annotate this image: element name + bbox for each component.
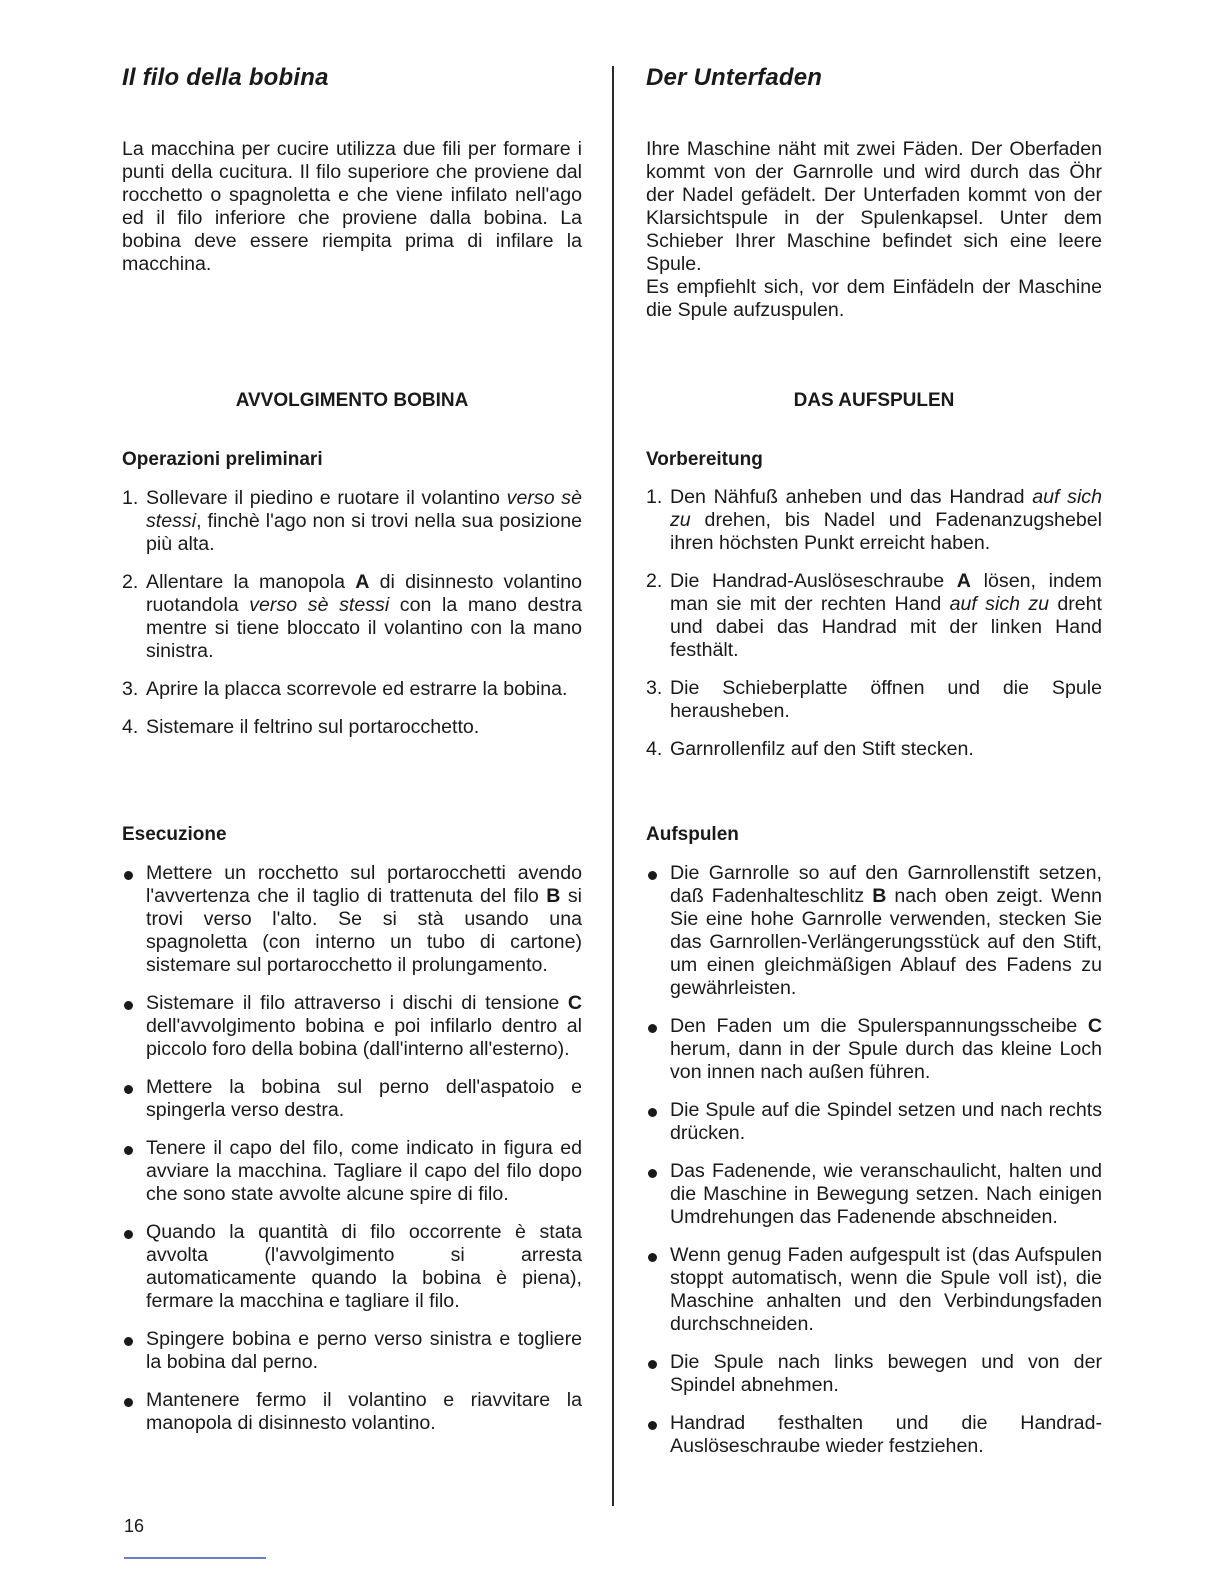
item-text: si trovi verso l'alto. Se si stà usando una spagnoletta (con interno un tubo di cartone) sistemare sul portarocchetto il prolungamento. xyxy=(146,885,583,976)
item-text: Quando la quantità di filo occorrente è stata avvolta (l'avvolgimento si arresta automaticamente quando la bobina è piena), fermare la macchina e tagliare il filo. xyxy=(146,1221,582,1312)
bullet-dot-icon xyxy=(124,1230,133,1239)
item-text: Wenn genug Faden aufgespult ist (das Aufspulen stoppt automatisch, wenn die Spule voll ist), die Maschine anhalten und den Verbindungsfaden durchschneiden. xyxy=(670,1244,1102,1335)
german-steps-list xyxy=(646,486,1102,776)
bullet-item xyxy=(646,1099,1102,1145)
german-column xyxy=(646,0,1102,1584)
step-item xyxy=(122,678,582,701)
step-item xyxy=(646,486,1102,555)
step-number: 4. xyxy=(646,738,663,760)
emphasis-text: auf sich zu xyxy=(949,593,1050,615)
item-text: dreht und dabei das Handrad mit der linken Hand festhält. xyxy=(670,593,1102,661)
bullet-dot-icon xyxy=(124,1085,133,1094)
italian-exec-heading: Esecuzione xyxy=(122,824,227,845)
part-label-key: A xyxy=(956,570,971,592)
item-text: con la mano destra mentre si tiene bloccato il volantino con la mano sinistra. xyxy=(146,594,582,662)
german-title: Der Unterfaden xyxy=(646,64,823,91)
german-exec-heading: Aufspulen xyxy=(646,824,739,845)
step-number: 2. xyxy=(122,571,139,593)
item-text: Sistemare il filo attraverso i dischi di tensione xyxy=(146,992,568,1014)
bullet-item xyxy=(646,1412,1102,1458)
german-intro-para-2: Es empfiehlt sich, vor dem Einfädeln der Maschine die Spule aufzuspulen. xyxy=(646,276,1102,321)
bullet-dot-icon xyxy=(124,1146,133,1155)
item-text: Spingere bobina e perno verso sinistra e togliere la bobina dal perno. xyxy=(146,1328,582,1373)
emphasis-text: verso sè stessi xyxy=(146,487,582,532)
item-text: Das Fadenende, wie veranschaulicht, halten und die Maschine in Bewegung setzen. Nach einigen Umdrehungen das Fadenende abschneiden. xyxy=(670,1160,1102,1228)
part-label-key: A xyxy=(355,571,370,593)
item-text: Die Schieberplatte öffnen und die Spule herausheben. xyxy=(670,677,1102,722)
italian-prep-heading: Operazioni preliminari xyxy=(122,449,323,470)
step-item xyxy=(646,570,1102,662)
bullet-dot-icon xyxy=(648,1421,657,1430)
part-label-key: B xyxy=(546,885,561,907)
bullet-dot-icon xyxy=(648,871,657,880)
german-prep-heading: Vorbereitung xyxy=(646,449,763,470)
item-text: Tenere il capo del filo, come indicato in figura ed avviare la macchina. Tagliare il capo del filo dopo che sono state avvolte alcune spire di filo. xyxy=(146,1137,582,1205)
step-item xyxy=(122,716,582,739)
step-item xyxy=(646,677,1102,723)
bullet-dot-icon xyxy=(124,1001,133,1010)
bullet-dot-icon xyxy=(648,1108,657,1117)
item-text: Handrad festhalten und die Handrad-Auslöseschraube wieder festziehen. xyxy=(670,1412,1102,1457)
bullet-item xyxy=(122,1389,582,1435)
bullet-item xyxy=(122,1328,582,1374)
bullet-item xyxy=(122,1221,582,1313)
item-text: Die Spule auf die Spindel setzen und nach rechts drücken. xyxy=(670,1099,1102,1144)
item-text: nach oben zeigt. Wenn Sie eine hohe Garnrolle verwenden, stecken Sie das Garnrollen-Verlängerungsstück auf den Stift, um einen gleichmäßigen Ablauf des Fadens zu gewährleisten. xyxy=(670,885,1102,999)
step-number: 3. xyxy=(646,677,663,699)
step-number: 1. xyxy=(122,487,139,509)
item-text: Aprire la placca scorrevole ed estrarre la bobina. xyxy=(146,678,568,700)
bullet-dot-icon xyxy=(648,1253,657,1262)
item-text: lösen, indem man sie mit der rechten Hand xyxy=(670,570,1102,615)
item-text: Sistemare il feltrino sul portarocchetto. xyxy=(146,716,480,738)
german-section-heading: DAS AUFSPULEN xyxy=(793,390,955,411)
item-text: drehen, bis Nadel und Fadenanzugshebel ihren höchsten Punkt erreicht haben. xyxy=(670,509,1102,554)
bullet-dot-icon xyxy=(124,1337,133,1346)
italian-title: Il filo della bobina xyxy=(122,64,329,91)
column-divider xyxy=(612,66,614,1506)
bullet-item xyxy=(646,1015,1102,1084)
item-text: Den Faden um die Spulerspannungsscheibe xyxy=(670,1015,1088,1037)
bullet-item xyxy=(122,1137,582,1206)
bullet-dot-icon xyxy=(648,1169,657,1178)
item-text: Die Spule nach links bewegen und von der Spindel abnehmen. xyxy=(670,1351,1102,1396)
item-text: Mettere un rocchetto sul portarocchetti avendo l'avvertenza che il taglio di trattenuta del filo xyxy=(146,862,582,907)
bullet-item xyxy=(646,1351,1102,1397)
bullet-item xyxy=(122,862,582,977)
item-text: Die Handrad-Auslöseschraube xyxy=(670,570,957,592)
item-text: dell'avvolgimento bobina e poi infilarlo dentro al piccolo foro della bobina (dall'interno all'esterno). xyxy=(146,1015,582,1060)
bullet-item xyxy=(646,1244,1102,1336)
german-exec-list xyxy=(646,862,1102,1473)
step-number: 2. xyxy=(646,570,663,592)
step-item xyxy=(122,571,582,663)
step-item xyxy=(122,487,582,556)
italian-section-heading: AVVOLGIMENTO BOBINA xyxy=(235,390,469,411)
german-intro xyxy=(646,138,1102,322)
item-text: Mettere la bobina sul perno dell'aspatoio e spingerla verso destra. xyxy=(146,1076,582,1121)
item-text: Garnrollenfilz auf den Stift stecken. xyxy=(670,738,974,760)
item-text: Allentare la manopola xyxy=(146,571,356,593)
italian-column xyxy=(122,0,582,1584)
part-label-key: C xyxy=(1087,1015,1102,1037)
step-number: 1. xyxy=(646,486,663,508)
italian-exec-list xyxy=(122,862,582,1450)
step-number: 4. xyxy=(122,716,139,738)
item-text: , finchè l'ago non si trovi nella sua posizione più alta. xyxy=(146,510,582,555)
step-item xyxy=(646,738,1102,761)
bullet-dot-icon xyxy=(648,1360,657,1369)
step-number: 3. xyxy=(122,678,139,700)
page-number: 16 xyxy=(124,1516,145,1536)
bullet-dot-icon xyxy=(648,1024,657,1033)
emphasis-text: verso sè stessi xyxy=(249,594,390,616)
part-label-key: C xyxy=(567,992,582,1014)
bullet-dot-icon xyxy=(124,871,133,880)
bullet-item xyxy=(122,1076,582,1122)
item-text: Mantenere fermo il volantino e riavvitare la manopola di disinnesto volantino. xyxy=(146,1389,582,1434)
italian-intro: La macchina per cucire utilizza due fili per formare i punti della cucitura. Il filo superiore che proviene dal rocchetto o spagnoletta e che viene infilato nell'ago ed il filo inferiore che proviene dalla bobina. La bobina deve essere riempita prima di infilare la macchina. xyxy=(122,138,582,275)
part-label-key: B xyxy=(872,885,887,907)
item-text: herum, dann in der Spule durch das kleine Loch von innen nach außen führen. xyxy=(670,1038,1102,1083)
item-text: Die Garnrolle so auf den Garnrollenstift setzen, daß Fadenhalteschlitz xyxy=(670,862,1102,907)
bullet-item xyxy=(122,992,582,1061)
item-text: Den Nähfuß anheben und das Handrad xyxy=(670,486,1033,508)
emphasis-text: auf sich zu xyxy=(670,486,1102,531)
italian-steps-list xyxy=(122,487,582,754)
bullet-item xyxy=(646,1160,1102,1229)
bullet-dot-icon xyxy=(124,1398,133,1407)
german-intro-para-1: Ihre Maschine näht mit zwei Fäden. Der Oberfaden kommt von der Garnrolle und wird durch das Öhr der Nadel gefädelt. Der Unterfaden kommt von der Klarsichtspule in der Spulenkapsel. Unter dem Schieber Ihrer Maschine befindet sich eine leere Spule. xyxy=(646,138,1102,275)
item-text: di disinnesto volantino ruotandola xyxy=(146,571,582,616)
item-text: Sollevare il piedino e ruotare il volantino xyxy=(146,487,507,509)
footer-rule xyxy=(124,1557,266,1559)
bullet-item xyxy=(646,862,1102,1000)
